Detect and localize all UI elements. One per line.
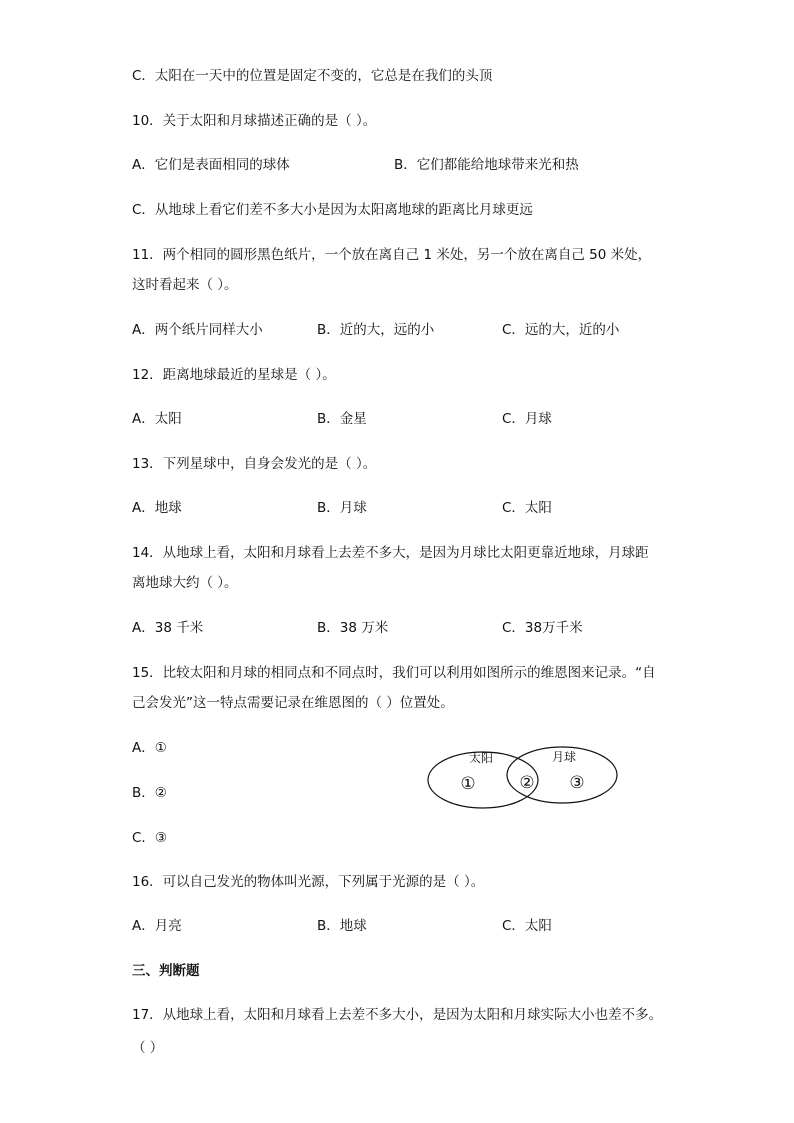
venn-region-2: ② [519, 773, 535, 793]
option-15-c: C．③ [132, 830, 168, 846]
venn-diagram [420, 740, 625, 815]
option-10-b: B．它们都能给地球带来光和热 [394, 157, 579, 173]
question-17-line-1: 17．从地球上看，太阳和月球看上去差不多大小，是因为太阳和月球实际大小也差不多。 [132, 1007, 663, 1023]
option-16-c: C．太阳 [502, 918, 552, 934]
option-14-c: C．38万千米 [502, 620, 583, 636]
venn-region-3: ③ [569, 773, 585, 793]
question-12: 12．距离地球最近的星球是（ ）。 [132, 367, 336, 383]
question-11-line-1: 11．两个相同的圆形黑色纸片，一个放在离自己 1 米处，另一个放在离自己 50 米处， [132, 247, 652, 263]
option-13-b: B．月球 [317, 500, 367, 516]
question-13: 13．下列星球中，自身会发光的是（ ）。 [132, 456, 377, 472]
question-15-line-2: 己会发光”这一特点需要记录在维恩图的（ ）位置处。 [132, 695, 454, 711]
question-16: 16．可以自己发光的物体叫光源，下列属于光源的是（ ）。 [132, 874, 485, 890]
question-17-answer-blank: （ ） [132, 1040, 164, 1056]
question-10: 10．关于太阳和月球描述正确的是（ ）。 [132, 113, 377, 129]
venn-region-1: ① [460, 774, 476, 794]
option-11-b: B．近的大，远的小 [317, 322, 435, 338]
section-heading-judgement: 三、判断题 [132, 963, 200, 979]
option-11-c: C．远的大，近的小 [502, 322, 620, 338]
option-14-a: A．38 千米 [132, 620, 204, 636]
l01: C．太阳在一天中的位置是固定不变的，它总是在我们的头顶 [132, 68, 493, 84]
option-12-a: A．太阳 [132, 411, 182, 427]
question-11-line-2: 这时看起来（ ）。 [132, 277, 238, 293]
option-14-b: B．38 万米 [317, 620, 389, 636]
venn-label-moon: 月球 [551, 750, 577, 764]
question-15-line-1: 15．比较太阳和月球的相同点和不同点时，我们可以利用如图所示的维恩图来记录。“自 [132, 665, 656, 681]
option-10-c: C．从地球上看它们差不多大小是因为太阳离地球的距离比月球更远 [132, 202, 533, 218]
option-12-b: B．金星 [317, 411, 367, 427]
option-12-c: C．月球 [502, 411, 552, 427]
option-13-a: A．地球 [132, 500, 182, 516]
option-10-a: A．它们是表面相同的球体 [132, 157, 290, 173]
question-14-line-1: 14．从地球上看，太阳和月球看上去差不多大，是因为月球比太阳更靠近地球，月球距 [132, 545, 649, 561]
option-15-b: B．② [132, 785, 167, 801]
option-16-b: B．地球 [317, 918, 367, 934]
option-11-a: A．两个纸片同样大小 [132, 322, 263, 338]
option-13-c: C．太阳 [502, 500, 552, 516]
option-16-a: A．月亮 [132, 918, 182, 934]
option-15-a: A．① [132, 740, 167, 756]
venn-label-sun: 太阳 [468, 751, 494, 765]
question-14-line-2: 离地球大约（ ）。 [132, 575, 238, 591]
